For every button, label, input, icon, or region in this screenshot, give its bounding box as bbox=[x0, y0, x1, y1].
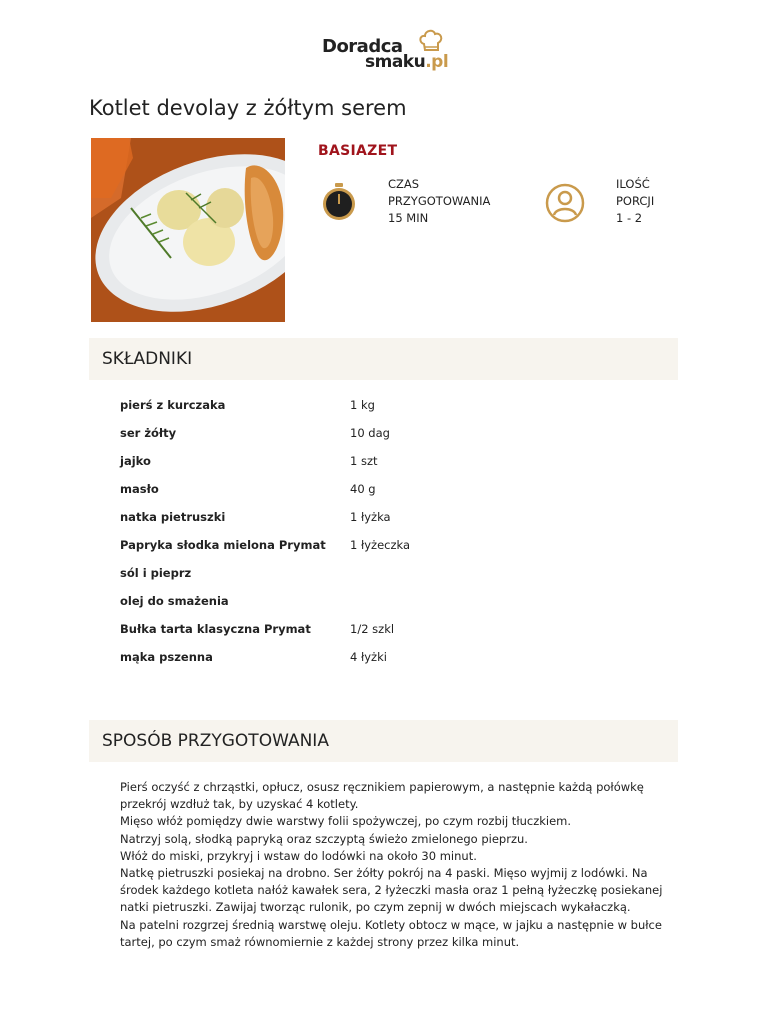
method-step: Na patelni rozgrzej średnią warstwę oleju. Kotlety obtocz w mące, w jajku a następnie w bułce tartej, po czym smaż równomiernie z każdej strony przez kilka minut. bbox=[120, 917, 662, 949]
recipe-title: Kotlet devolay z żółtym serem bbox=[89, 96, 407, 120]
ingredients-list bbox=[120, 391, 620, 671]
method-step: Natrzyj solą, słodką papryką oraz szczyptą świeżo zmielonego pieprzu. bbox=[120, 831, 528, 846]
method-title: SPOSÓB PRZYGOTOWANIA bbox=[102, 731, 329, 751]
ingredient-quantity: 40 g bbox=[350, 482, 376, 496]
recipe-photo bbox=[91, 138, 285, 322]
site-logo[interactable] bbox=[322, 28, 452, 74]
servings-value: 1 - 2 bbox=[616, 211, 643, 225]
ingredient-quantity: 1 łyżka bbox=[350, 510, 391, 524]
ingredient-name: olej do smażenia bbox=[120, 594, 229, 608]
ingredient-name[interactable]: Papryka słodka mielona Prymat bbox=[120, 538, 326, 552]
servings-label-2: PORCJI bbox=[616, 194, 655, 208]
prep-time-block bbox=[388, 176, 490, 227]
prep-time-value: 15 MIN bbox=[388, 211, 429, 225]
ingredient-quantity: 4 łyżki bbox=[350, 650, 387, 664]
list-item bbox=[120, 475, 620, 503]
method-steps bbox=[120, 779, 680, 951]
ingredient-quantity: 1 kg bbox=[350, 398, 375, 412]
list-item bbox=[120, 503, 620, 531]
method-header bbox=[89, 720, 678, 762]
ingredient-quantity: 10 dag bbox=[350, 426, 390, 440]
logo-text-suffix: .pl bbox=[425, 52, 449, 72]
ingredient-name[interactable]: Bułka tarta klasyczna Prymat bbox=[120, 622, 311, 636]
ingredient-quantity: 1 łyżeczka bbox=[350, 538, 411, 552]
list-item bbox=[120, 643, 620, 671]
ingredients-title: SKŁADNIKI bbox=[102, 349, 193, 369]
list-item bbox=[120, 587, 620, 615]
ingredient-quantity: 1 szt bbox=[350, 454, 378, 468]
chef-hat-icon bbox=[418, 28, 444, 58]
list-item bbox=[120, 419, 620, 447]
list-item bbox=[120, 559, 620, 587]
recipe-author[interactable]: BASIAZET bbox=[318, 143, 398, 159]
method-step: Pierś oczyść z chrząstki, opłucz, osusz ręcznikiem papierowym, a następnie każdą połówkę przekrój wzdłuż tak, by uzyskać 4 kotlety. bbox=[120, 780, 644, 812]
ingredient-name: masło bbox=[120, 482, 159, 496]
ingredient-name: jajko bbox=[120, 454, 151, 468]
method-step: Natkę pietruszki posiekaj na drobno. Ser żółty pokrój na 4 paski. Mięso wyjmij z lodówki. Na środek każdego kotleta nałóż kawałek sera, 2 łyżeczki masła oraz 1 pełną łyżeczkę posiekanej natki pietruszki. Zawijaj tworząc rulonik, po czym zepnij w dwóch miejscach wykałaczką. bbox=[120, 866, 663, 915]
list-item bbox=[120, 615, 620, 643]
logo-text-line1: Doradca bbox=[322, 36, 403, 57]
method-step: Włóż do miski, przykryj i wstaw do lodówki na około 30 minut. bbox=[120, 848, 477, 863]
list-item bbox=[120, 447, 620, 475]
ingredient-name: pierś z kurczaka bbox=[120, 398, 226, 412]
ingredients-header bbox=[89, 338, 678, 380]
prep-time-label-1: CZAS bbox=[388, 177, 420, 191]
ingredient-name: mąka pszenna bbox=[120, 650, 213, 664]
person-icon bbox=[545, 183, 585, 223]
servings-label-1: ILOŚĆ bbox=[616, 177, 650, 191]
logo-text-smaku: smaku bbox=[365, 52, 426, 72]
ingredient-name: ser żółty bbox=[120, 426, 177, 440]
prep-time-label-2: PRZYGOTOWANIA bbox=[388, 194, 491, 208]
ingredient-quantity: 1/2 szkl bbox=[350, 622, 395, 636]
servings-block bbox=[616, 176, 654, 227]
stopwatch-icon bbox=[321, 182, 357, 222]
method-step: Mięso włóż pomiędzy dwie warstwy folii spożywczej, po czym rozbij tłuczkiem. bbox=[120, 814, 572, 829]
ingredient-name: natka pietruszki bbox=[120, 510, 226, 524]
list-item bbox=[120, 391, 620, 419]
ingredient-name: sól i pieprz bbox=[120, 566, 192, 580]
list-item bbox=[120, 531, 620, 559]
